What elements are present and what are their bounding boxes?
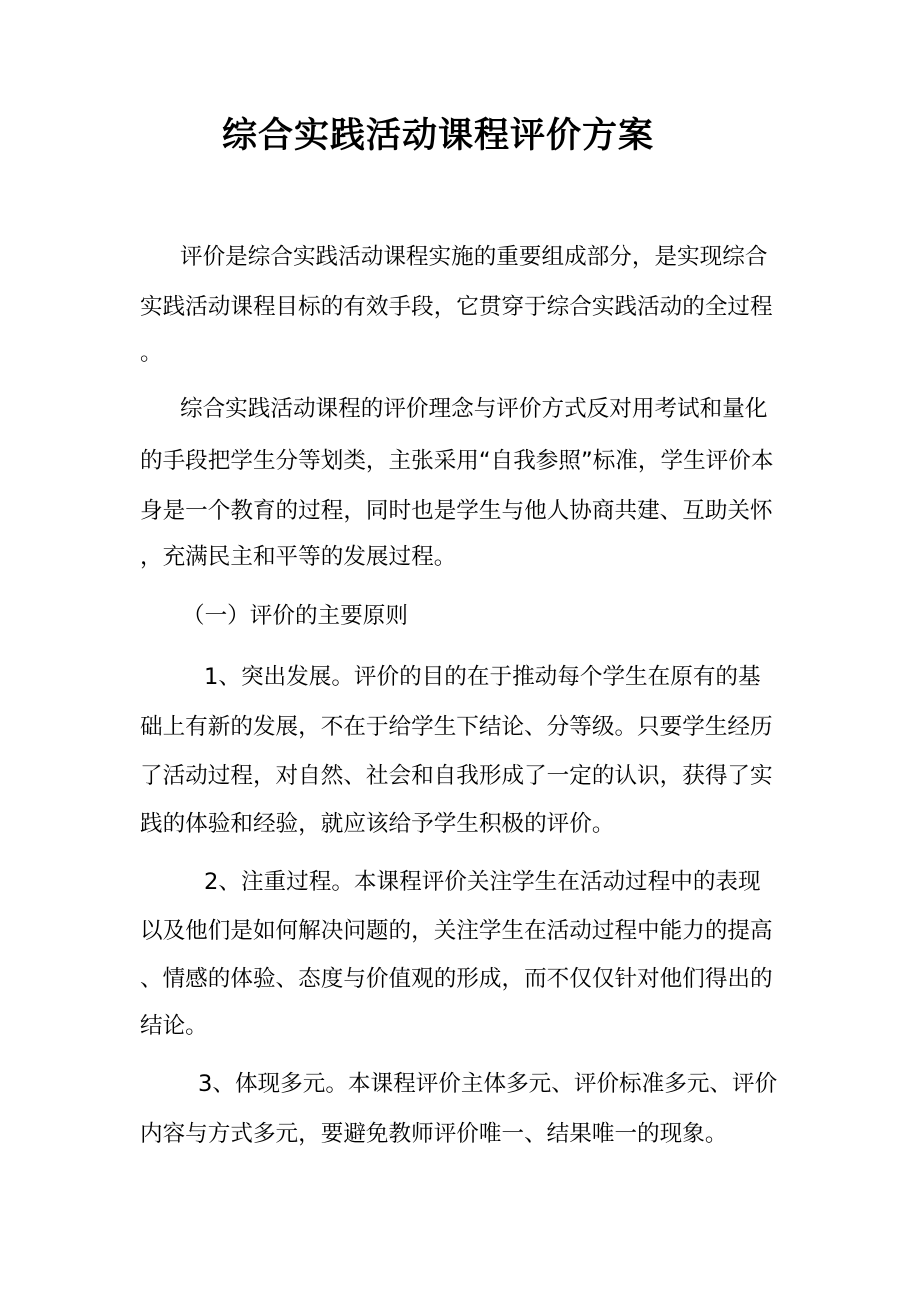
paragraph-line: 2、注重过程。本课程评价关注学生在活动过程中的表现 [204,869,761,895]
paragraph-line: 了活动过程，对自然、社会和自我形成了一定的认识，获得了实 [140,763,773,789]
paragraph-line: 3、体现多元。本课程评价主体多元、评价标准多元、评价 [198,1071,778,1097]
document-title: 综合实践活动课程评价方案 [221,116,654,156]
paragraph-line: 、情感的体验、态度与价值观的形成，而不仅仅针对他们得出的 [140,966,773,992]
paragraph-line: 。 [140,340,163,366]
paragraph-line: 1、突出发展。评价的目的在于推动每个学生在原有的基 [204,664,761,690]
paragraph-line: 践的体验和经验，就应该给予学生积极的评价。 [140,811,615,837]
paragraph-line: 结论。 [140,1013,208,1039]
paragraph-line: 的手段把学生分等划类，主张采用“自我参照”标准，学生评价本 [140,448,774,474]
paragraph-line: 身是一个教育的过程，同时也是学生与他人协商共建、互助关怀 [140,498,773,524]
paragraph-line: 以及他们是如何解决问题的，关注学生在活动过程中能力的提高 [140,918,773,944]
paragraph-line: 评价是综合实践活动课程实施的重要组成部分，是实现综合 [180,244,768,270]
paragraph-line: 础上有新的发展，不在于给学生下结论、分等级。只要学生经历 [140,714,773,740]
paragraph-line: ，充满民主和平等的发展过程。 [140,544,457,570]
paragraph-line: 内容与方式多元，要避免教师评价唯一、结果唯一的现象。 [140,1121,728,1147]
paragraph-line: 综合实践活动课程的评价理念与评价方式反对用考试和量化 [180,396,768,422]
paragraph-line: 实践活动课程目标的有效手段，它贯穿于综合实践活动的全过程 [140,294,773,320]
section-heading: （一）评价的主要原则 [182,603,408,629]
